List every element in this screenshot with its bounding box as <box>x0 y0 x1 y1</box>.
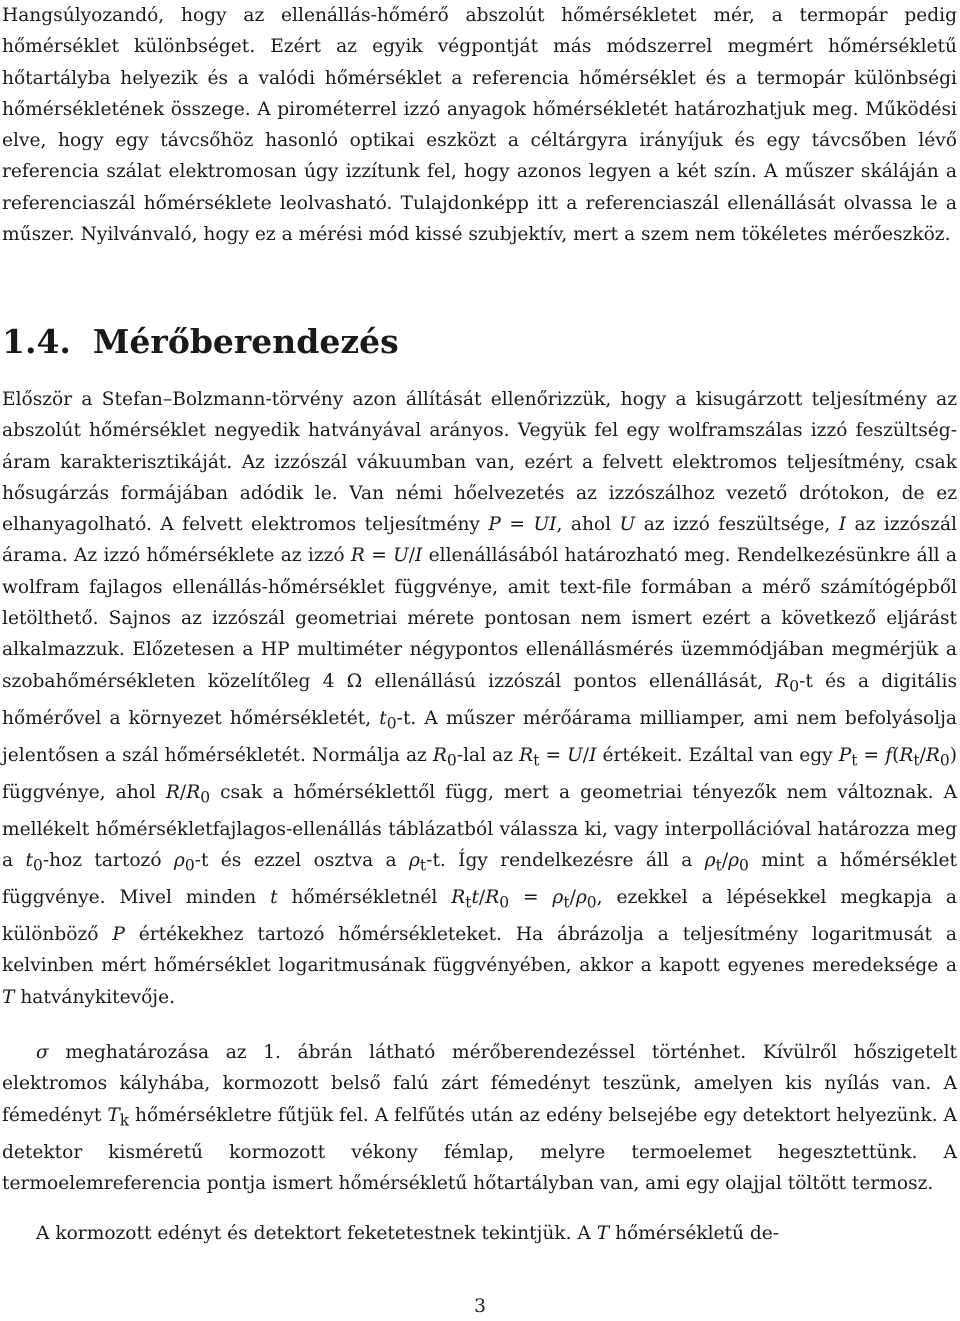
math-symbol: U <box>393 545 409 567</box>
math-symbol: T <box>107 1104 120 1126</box>
section-heading <box>2 320 399 364</box>
math-symbol: P <box>838 744 852 766</box>
math-subscript: t <box>419 856 427 875</box>
math-symbol: U <box>567 744 583 766</box>
math-subscript: 0 <box>499 893 510 912</box>
text-run: = <box>364 545 394 567</box>
text-run: mint a hőmérséklet függvénye. Mivel minden <box>2 850 957 909</box>
text-run: / <box>478 887 486 909</box>
math-symbol: R <box>775 670 790 692</box>
text-run: , ezekkel a lépésekkel megkapja a különböző <box>2 887 957 946</box>
math-symbol: R <box>165 781 180 803</box>
math-symbol: t <box>471 887 479 909</box>
text-run: -t és ezzel osztva a <box>194 850 409 872</box>
math-symbol: P <box>488 514 501 536</box>
math-subscript: t <box>851 751 858 770</box>
math-subscript: 0 <box>200 788 211 807</box>
text-run: ellenállásából határozható meg. Rendelkezésünkre áll a wolfram fajlagos ellenállás-hőmérséklet függvénye, amit text-file formában a mérő számítógépből letölthető. Sajnos az izzószál geometriai mérete pontosan nem ismert ezért a következő eljárást alkalmazzuk. Előzetesen a HP multiméter négypontos ellenállásmérés üzemmódjában megmérjük a szobahőmérsékleten közelítőleg 4 Ω ellenállású izzószál pontos ellenállását, <box>2 545 957 692</box>
text-run: = <box>539 744 568 766</box>
math-symbol: R <box>451 887 466 909</box>
math-symbol: R <box>485 887 500 909</box>
text-run: = <box>857 744 886 766</box>
math-symbol: ρ <box>728 850 740 872</box>
text-run: / <box>582 744 590 766</box>
text-run: hőmérsékletű de- <box>609 1223 780 1244</box>
math-subscript: 0 <box>789 677 800 696</box>
math-subscript: 0 <box>586 893 597 912</box>
math-symbol: σ <box>36 1042 49 1063</box>
text-run: az izzószál árama. Az izzó hőmérséklete az izzó <box>2 514 957 567</box>
text-run: hőmérsékletre fűtjük fel. A felfűtés után az edény belsejébe egy detektort helyezünk. A detektor kisméretű kormozott vékony fémlap, melyre termoelemet hegesztettünk. A termoelemreferencia pontja ismert hőmérsékletű hőtartályban van, ami egy olajjal töltött termosz. <box>2 1104 957 1194</box>
paragraph-measurement-setup <box>0 384 957 1013</box>
math-symbol: P <box>112 924 125 946</box>
math-symbol: R <box>432 744 447 766</box>
text-run: Először a Stefan–Bolzmann-törvény azon állítását ellenőrizzük, hogy a kisugárzott teljesítmény az abszolút hőmérséklet negyedik hatványával arányos. Vegyük fel egy wolframszálas izzó feszültség-áram karakterisztikáját. Az izzószál vákuumban van, ezért a felvett elektromos teljesítmény, csak hősugárzás formájában adódik le. Van némi hőelvezetés az izzószálhoz vezető drótokon, de ez elhanyagolható. A felvett elektromos teljesítmény <box>2 389 957 536</box>
math-subscript: t <box>465 893 472 912</box>
text-run: ( <box>892 744 900 766</box>
math-symbol: ρ <box>704 850 716 872</box>
math-subscript: t <box>533 751 540 770</box>
math-symbol: f <box>885 744 893 766</box>
text-run: hőmérsékletnél <box>277 887 452 909</box>
text-run: -t. A műszer mérőárama milliamper, ami nem befolyásolja jelentősen a szál hőmérsékletét. Normálja az <box>2 707 957 766</box>
math-subscript: 0 <box>939 751 950 770</box>
math-subscript: t <box>563 893 570 912</box>
math-symbol: t <box>379 707 387 729</box>
math-symbol: ρ <box>575 887 587 909</box>
text-run: az izzó feszültsége, <box>635 514 839 536</box>
text-run: / <box>721 850 729 872</box>
text-run: értékekhez tartozó hőmérsékleteket. Ha ábrázolja a teljesítmény logaritmusát a kelvinben mért hőmérséklet logaritmusának függvényében, akkor a kapott egyenes meredeksége a <box>2 924 957 977</box>
text-run: ) függvénye, ahol <box>2 744 958 803</box>
text-run: csak a hőmérséklettől függ, mert a geometriai tényezők nem változnak. A mellékelt hőmérsékletfajlagos-ellenállás táblázatból válassza ki, vagy interpollációval határozza meg a <box>2 781 958 872</box>
math-symbol: I <box>589 744 597 766</box>
math-symbol: T <box>596 1223 610 1244</box>
text-run: / <box>408 545 416 567</box>
text-run: meghatározása az 1. ábrán látható mérőberendezéssel történhet. Kívülről hőszigetelt elektromos kályhába, kormozott belső falú zárt fémedényt teszünk, amelyen kis nyílás van. A fémedényt <box>2 1042 957 1126</box>
math-symbol: ρ <box>173 850 185 872</box>
math-symbol: R <box>350 545 365 567</box>
math-symbol: UI <box>533 514 557 536</box>
text-run: hatványkitevője. <box>14 986 175 1008</box>
math-subscript: k <box>119 1111 130 1130</box>
math-subscript: 0 <box>184 856 195 875</box>
text-run: / <box>179 781 187 803</box>
math-subscript: 0 <box>32 856 43 875</box>
text-run: / <box>919 744 926 766</box>
text-run: = <box>500 514 534 536</box>
math-subscript: 0 <box>446 751 457 770</box>
math-symbol: R <box>186 781 201 803</box>
math-subscript: t <box>913 751 920 770</box>
text-run: -lal az <box>456 744 520 766</box>
math-symbol: I <box>415 545 423 567</box>
math-symbol: I <box>838 514 847 536</box>
math-symbol: ρ <box>408 850 420 872</box>
math-symbol: U <box>619 514 636 536</box>
math-subscript: 0 <box>739 856 749 875</box>
paragraph-thermometers: Hangsúlyozandó, hogy az ellenállás-hőmérő abszolút hőmérsékletet mér, a termopár pedig hőmérséklet különbséget. Ezért az egyik végpontját más módszerrel megmért hőmérsékletű hőtartályba helyezik és a valódi hőmérséklet a referencia hőmérséklet és a termopár különbségi hőmérsékletének összege. A pirométerrel izzó anyagok hőmérsékletét határozhatjuk meg. Működési elve, hogy egy távcsőhöz hasonló optikai eszközt a céltárgyra irányíjuk és egy távcsőben lévő referencia szálat elektromosan úgy izzítunk fel, hogy azonos legyen a két szín. A műszer skáláján a referenciaszál hőmérséklete leolvasható. Tulajdonképp itt a referenciaszál ellenállását olvassa le a műszer. Nyilvánvaló, hogy ez a mérési mód kissé szubjektív, mert a szem nem tökéletes mérőeszköz. <box>2 5 957 246</box>
math-symbol: t <box>270 887 278 909</box>
text-run: értékeit. Ezáltal van egy <box>596 744 839 766</box>
text-run: , ahol <box>556 514 620 536</box>
text-run: -hoz tartozó <box>42 850 174 872</box>
math-symbol: R <box>925 744 940 766</box>
text-run: = <box>509 887 553 909</box>
text-run: A kormozott edényt és detektort feketetestnek tekintjük. A <box>36 1223 597 1244</box>
section-title: Mérőberendezés <box>92 322 399 361</box>
math-symbol: R <box>899 744 914 766</box>
math-symbol: T <box>2 986 15 1008</box>
paragraph-blackbody <box>0 1218 957 1249</box>
page-number: 3 <box>474 1296 486 1317</box>
math-symbol: t <box>25 850 33 872</box>
math-symbol: ρ <box>552 887 564 909</box>
section-number: 1.4. <box>2 322 71 361</box>
math-symbol: R <box>519 744 534 766</box>
math-subscript: 0 <box>386 714 397 733</box>
text-run: / <box>569 887 576 909</box>
math-subscript: t <box>715 856 722 875</box>
text-run: -t és a digitális hőmérővel a környezet hőmérsékletét, <box>2 670 957 729</box>
text-run: -t. Így rendelkezésre áll a <box>426 850 705 872</box>
paragraph-sigma-setup <box>0 1037 957 1199</box>
